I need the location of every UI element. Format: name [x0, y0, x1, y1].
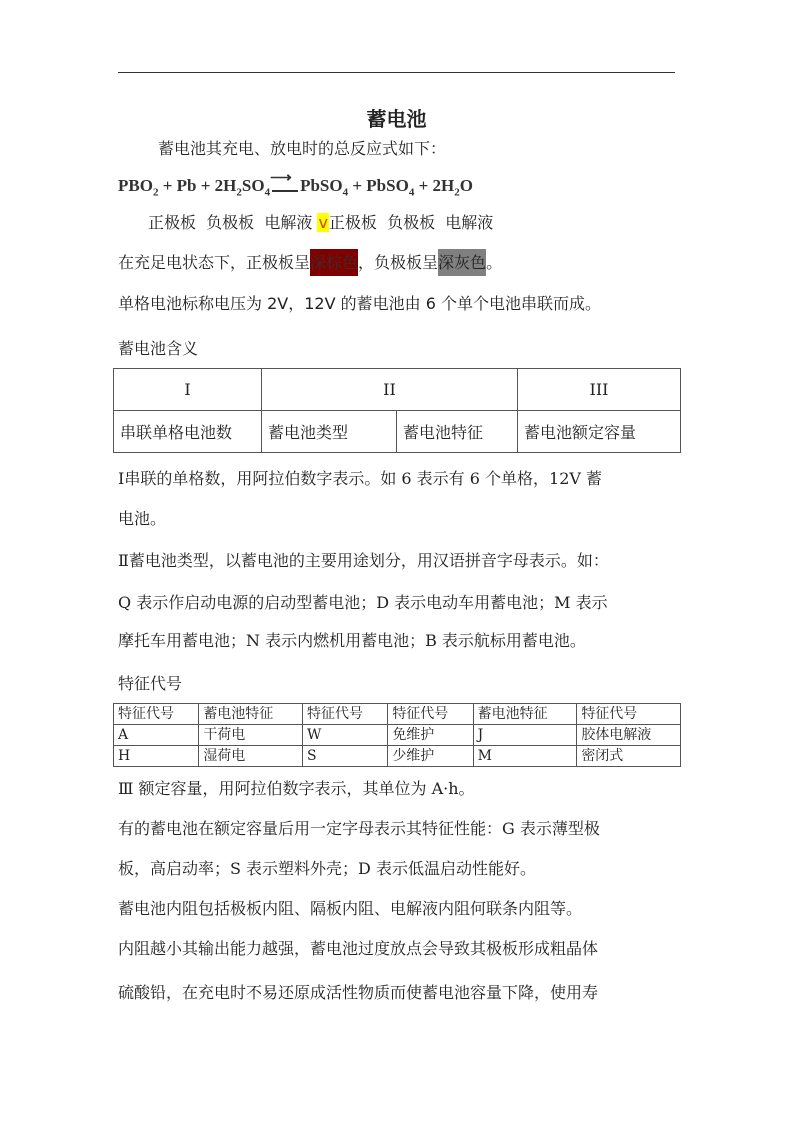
table-row — [114, 725, 681, 746]
formula-sub: 4 — [264, 186, 271, 199]
table-cell: M — [473, 746, 577, 767]
intro-text: 蓄电池其充电、放电时的总反应式如下： — [158, 139, 447, 158]
table-cell: 蓄电池类型 — [262, 411, 397, 453]
para-discharge: 硫酸铅，在充电时不易还原成活性物质而使蓄电池容量下降，使用寿 — [118, 983, 599, 1002]
page-title: 蓄电池 — [366, 107, 427, 131]
para-discharge: 内阻越小其输出能力越强，蓄电池过度放点会导致其极板形成粗晶体 — [118, 939, 599, 958]
table-cell: 串联单格电池数 — [114, 411, 262, 453]
para-resistance: 蓄电池内阻包括极板内阻、隔板内阻、电解液内阻何联条内阻等。 — [118, 899, 583, 918]
table-cell: A — [114, 725, 199, 746]
meaning-table — [113, 368, 681, 453]
table-cell: 密闭式 — [577, 746, 681, 767]
feature-table — [113, 703, 681, 767]
table-row — [114, 704, 681, 725]
para-features: 板，高启动率；S 表示塑料外壳；D 表示低温启动性能好。 — [118, 859, 536, 878]
reaction-formula — [118, 176, 473, 202]
formula-term: SO — [241, 176, 265, 195]
table-row — [114, 746, 681, 767]
table-cell: 干荷电 — [199, 725, 303, 746]
table-cell: 湿荷电 — [199, 746, 303, 767]
table-header: II — [262, 369, 518, 411]
formula-term: + Pb + 2H — [158, 176, 237, 195]
formula-term: O — [459, 176, 473, 195]
para-capacity: Ⅲ 额定容量，用阿拉伯数字表示，其单位为 A·h。 — [118, 779, 475, 798]
text: ，负极板呈 — [358, 253, 439, 272]
table-cell: 胶体电解液 — [577, 725, 681, 746]
electrode-labels-right: 正极板 负极板 电解液 — [328, 213, 494, 232]
para-series: 电池。 — [118, 509, 167, 528]
para-type: 摩托车用蓄电池；N 表示内燃机用蓄电池；B 表示航标用蓄电池。 — [118, 631, 586, 650]
table-cell: 少维护 — [388, 746, 473, 767]
formula-term: PBO — [118, 176, 153, 195]
table-header: 特征代号 — [388, 704, 473, 725]
table-row — [114, 369, 681, 411]
table-header: 特征代号 — [114, 704, 199, 725]
reversible-arrow-icon — [270, 178, 300, 196]
table-header: 特征代号 — [303, 704, 388, 725]
para-series: Ⅰ串联的单格数，用阿拉伯数字表示。如 6 表示有 6 个单格，12V 蓄 — [118, 469, 603, 488]
meaning-heading: 蓄电池含义 — [118, 339, 199, 358]
table-header: III — [518, 369, 681, 411]
table-header: 特征代号 — [577, 704, 681, 725]
electrode-labels-left: 正极板 负极板 电解液 — [148, 213, 313, 232]
para-features: 有的蓄电池在额定容量后用一定字母表示其特征性能：G 表示薄型极 — [118, 819, 600, 838]
table-cell: 蓄电池额定容量 — [518, 411, 681, 453]
formula-sub: 2 — [236, 186, 242, 199]
para-type: Q 表示作启动电源的启动型蓄电池；D 表示电动车用蓄电池；M 表示 — [118, 593, 608, 612]
negative-color-highlight: 深灰色 — [438, 249, 486, 276]
table-row — [114, 411, 681, 453]
para-type: Ⅱ蓄电池类型，以蓄电池的主要用途划分，用汉语拼音字母表示。如： — [118, 551, 609, 570]
table-cell: 蓄电池特征 — [397, 411, 518, 453]
text: 在充足电状态下，正极板呈 — [118, 253, 311, 272]
table-cell: S — [303, 746, 388, 767]
electrode-labels — [148, 213, 493, 233]
positive-color-highlight: 深棕色 — [310, 249, 358, 276]
formula-sub: 2 — [454, 186, 460, 199]
table-cell: J — [473, 725, 577, 746]
header-rule — [118, 72, 675, 73]
table-cell: 免维护 — [388, 725, 473, 746]
table-header: 蓄电池特征 — [473, 704, 577, 725]
table-cell: H — [114, 746, 199, 767]
formula-term: PbSO — [300, 176, 343, 195]
text: 。 — [486, 253, 503, 272]
table-cell: W — [303, 725, 388, 746]
formula-term: + 2H — [414, 176, 455, 195]
table-header: 蓄电池特征 — [199, 704, 303, 725]
feature-heading: 特征代号 — [118, 674, 183, 693]
charged-state-text — [118, 253, 502, 273]
formula-sub: 2 — [152, 186, 159, 199]
formula-sub: 4 — [342, 186, 349, 199]
highlight-marker: v — [318, 213, 328, 232]
table-header: I — [114, 369, 262, 411]
formula-sub: 4 — [408, 186, 415, 199]
voltage-text: 单格电池标称电压为 2V，12V 的蓄电池由 6 个单个电池串联而成。 — [118, 294, 601, 313]
formula-term: + PbSO — [348, 176, 409, 195]
